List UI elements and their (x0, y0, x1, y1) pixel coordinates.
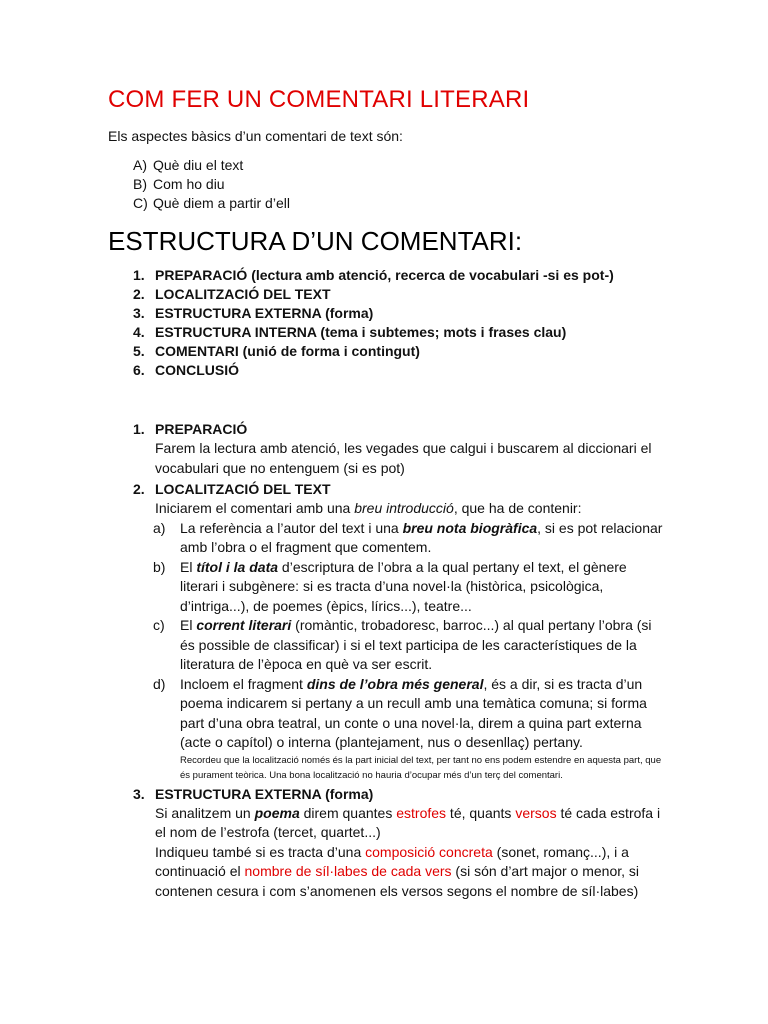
section-text: Iniciarem el comentari amb una breu introducció, que ha de contenir: (155, 500, 582, 516)
list-item: 1. PREPARACIÓ (lectura amb atenció, recerca de vocabulari -si es pot-) (133, 267, 614, 283)
sections-body (108, 420, 668, 901)
list-item: 2. LOCALITZACIÓ DEL TEXT (133, 286, 331, 302)
section-heading-localitzacio: 2. LOCALITZACIÓ DEL TEXT (133, 481, 331, 497)
list-item: a) La referència a l’autor del text i una breu nota biogràfica, si es pot relacionar amb l’obra o el fragment que comentem. (153, 519, 663, 555)
list-item: 4. ESTRUCTURA INTERNA (tema i subtemes; mots i frases clau) (133, 324, 567, 340)
section-heading-estructura-externa: 3. ESTRUCTURA EXTERNA (forma) (133, 785, 374, 802)
intro-text: Els aspectes bàsics d’un comentari de text són: (108, 128, 403, 144)
list-item: 5. COMENTARI (unió de forma i contingut) (133, 343, 420, 359)
list-item: b) El títol i la data d’escriptura de l’obra a la qual pertany el text, el gènere literari i subgènere: si es tracta d’una novel·la (històrica, psicològica, d’intriga...), de poemes (èpics, lírics...), teatre... (153, 558, 627, 614)
list-item: d) Incloem el fragment dins de l’obra més general, és a dir, si es tracta d’un poema indicarem si pertany a un recull amb una temàtica comuna; si forma part d’una obra teatral, un conte o una novel·la, direm a quina part externa (acte o capítol) o interna (plantejament, nus o desenllaç) pertany. (153, 675, 647, 750)
structure-title: ESTRUCTURA D’UN COMENTARI: (108, 226, 523, 256)
list-item: c) El corrent literari (romàntic, trobadoresc, barroc...) al qual pertany l’obra (si és possible de classificar) i si el text participa de les característiques de la literatura de l’època en què va ser escrit. (153, 617, 652, 672)
list-item: B) Com ho diu (133, 176, 225, 192)
aspects-list (108, 156, 290, 213)
list-item: 3. ESTRUCTURA EXTERNA (forma) (133, 305, 374, 321)
structure-list (108, 266, 614, 380)
section-text: Indiqueu també si es tracta d’una composició concreta (sonet, romanç...), i a continuació el nombre de síl·labes de cada vers (si són d’art major o menor, si contenen cesura i com s’anomenen els versos segons el nombre de síl·labes) (155, 843, 640, 899)
list-item: C) Què diem a partir d’ell (133, 195, 290, 211)
section-text: Si analitzem un poema direm quantes estrofes té, quants versos té cada estrofa i el nom de l’estrofa (tercet, quartet...) (155, 804, 661, 840)
section-text: Farem la lectura amb atenció, les vegades que calgui i buscarem al diccionari el vocabulari que no entenguem (si es pot) (155, 440, 652, 476)
list-item: A) Què diu el text (133, 157, 244, 173)
section-heading-preparacio: 1. PREPARACIÓ (133, 421, 248, 437)
localization-note: Recordeu que la localització només és la part inicial del text, per tant no ens podem estendre en aquesta part, que és purament teòrica. Una bona localització no hauria d’ocupar més d’un terç del comentari. (180, 754, 662, 781)
list-item: 6. CONCLUSIÓ (133, 362, 239, 378)
page-title: COM FER UN COMENTARI LITERARI (108, 86, 530, 113)
